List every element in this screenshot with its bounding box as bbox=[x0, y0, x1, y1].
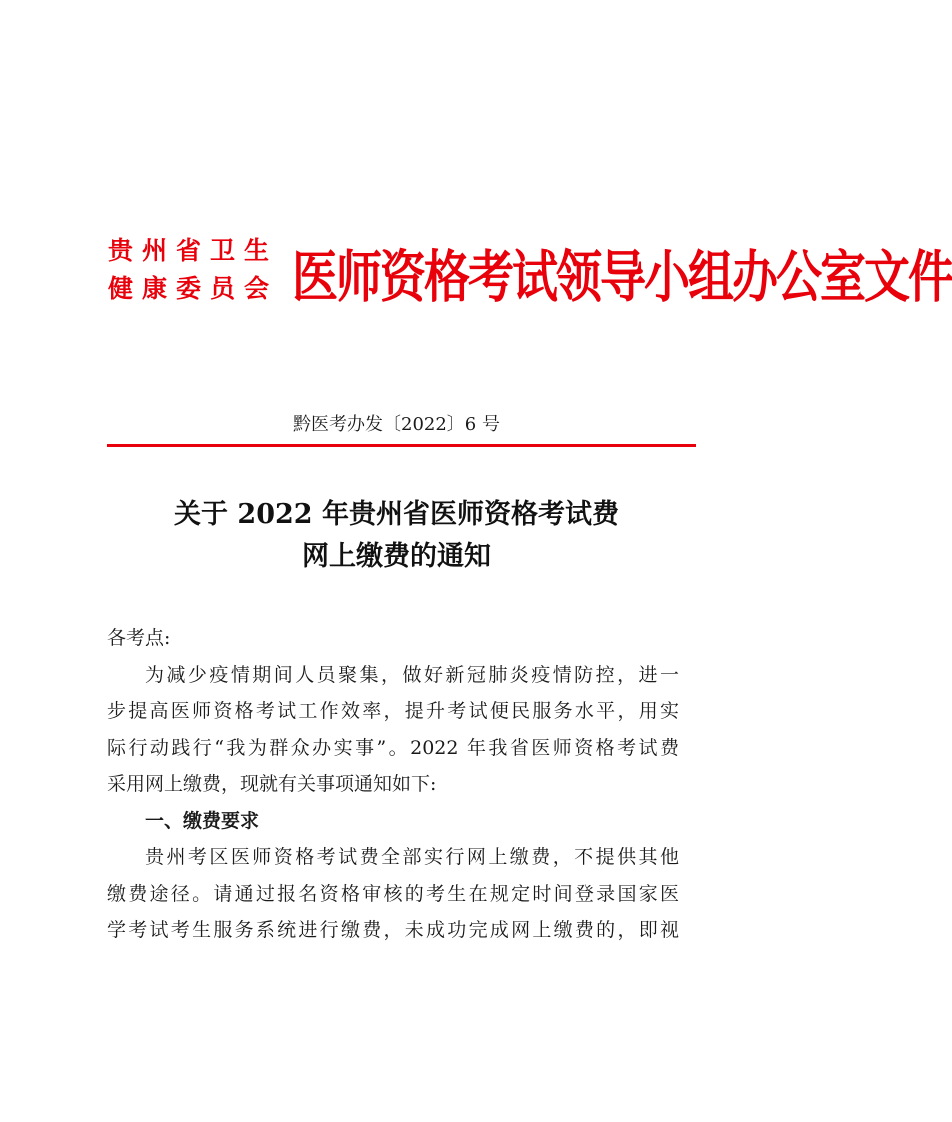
red-divider-line bbox=[107, 444, 696, 447]
paragraph-1-line-3: 际行动践行“我为群众办实事”。2022 年我省医师资格考试费 bbox=[107, 736, 679, 759]
paragraph-1-line-4: 采用网上缴费，现就有关事项通知如下: bbox=[107, 773, 437, 795]
notice-body bbox=[107, 620, 679, 949]
notice-title-line-1: 关于 2022 年贵州省医师资格考试费 bbox=[174, 499, 619, 530]
notice-title-line-2: 网上缴费的通知 bbox=[302, 541, 491, 572]
notice-title bbox=[0, 494, 793, 578]
document-type-title: 医师资格考试领导小组办公室文件 bbox=[292, 244, 952, 310]
red-header bbox=[108, 232, 952, 312]
section-1-line-2: 缴费途径。请通过报名资格审核的考生在规定时间登录国家医 bbox=[107, 882, 679, 905]
section-1-heading: 一、缴费要求 bbox=[145, 809, 260, 832]
org-name-line-1: 贵州省卫生 bbox=[108, 236, 279, 265]
issuing-organization bbox=[108, 232, 278, 308]
paragraph-1-line-1: 为减少疫情期间人员聚集，做好新冠肺炎疫情防控，进一 bbox=[145, 663, 679, 686]
document-number: 黔医考办发〔2022〕6 号 bbox=[293, 414, 500, 435]
org-name-line-2: 健康委员会 bbox=[108, 274, 279, 303]
section-1-line-3: 学考试考生服务系统进行缴费，未成功完成网上缴费的，即视 bbox=[107, 919, 679, 941]
paragraph-1-line-2: 步提高医师资格考试工作效率，提升考试便民服务水平，用实 bbox=[107, 700, 679, 722]
section-1-line-1: 贵州考区医师资格考试费全部实行网上缴费，不提供其他 bbox=[145, 846, 679, 868]
salutation: 各考点: bbox=[107, 627, 171, 649]
